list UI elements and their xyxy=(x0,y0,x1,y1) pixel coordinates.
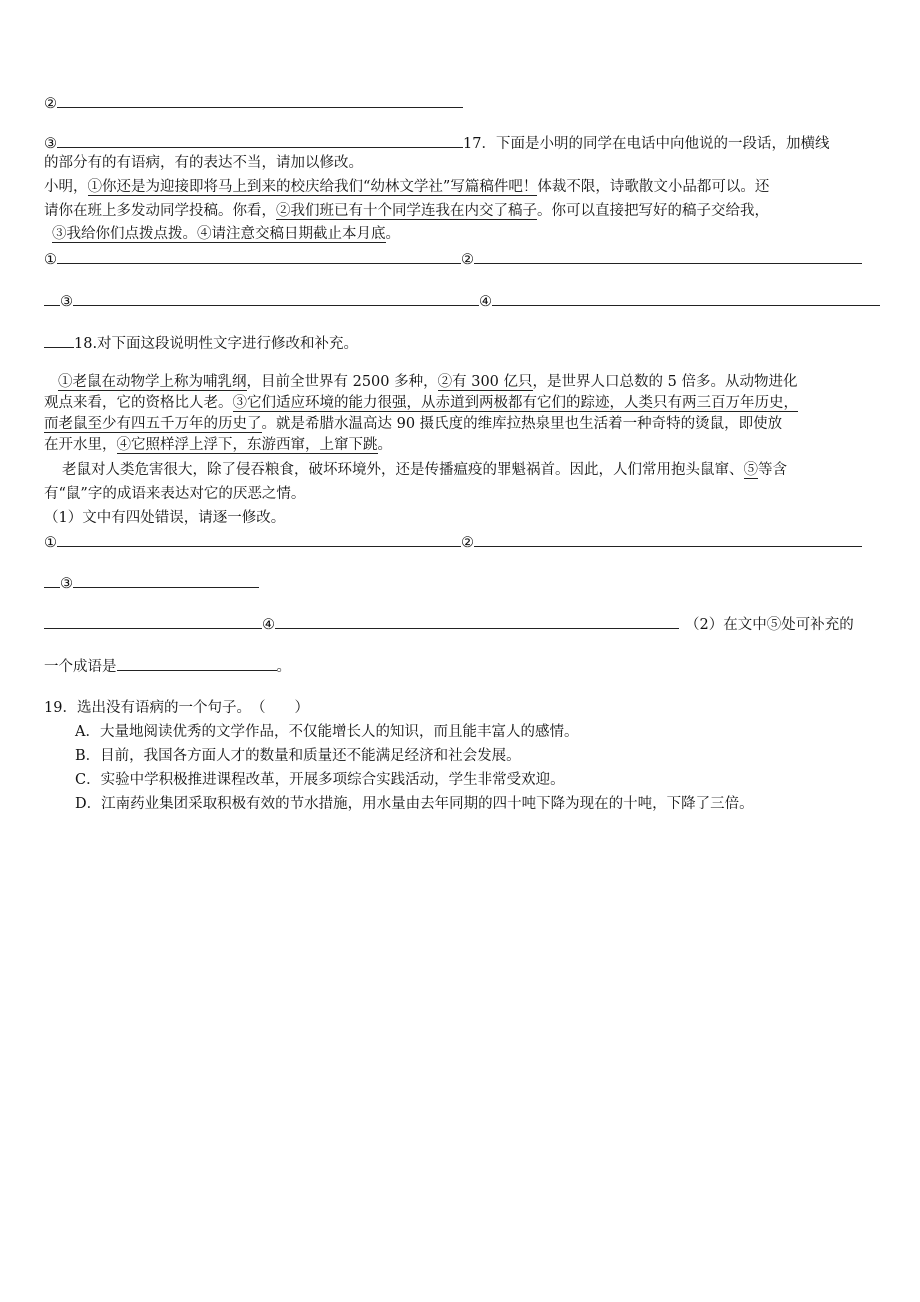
marker: ③ xyxy=(60,576,73,592)
answer-blank[interactable] xyxy=(73,290,479,306)
q18-sub2: （2）在文中⑤处可补充的 xyxy=(685,617,854,633)
text: 一个成语是 xyxy=(44,659,117,675)
underlined-sentence: ①你还是为迎接即将马上到来的校庆给我们“幼林文学社”写篇稿件吧！ xyxy=(87,179,538,195)
marker: ① xyxy=(44,535,57,551)
answer-blank[interactable] xyxy=(117,655,277,671)
underlined-sentence: ②我们班已有十个同学连我在内交了稿子 xyxy=(276,203,537,219)
text: 。就是希腊水温高达 90 摄氏度的维库拉热泉里也生活着一种奇特的烫鼠，即使放 xyxy=(261,416,783,432)
q18-answer-row xyxy=(44,531,862,553)
text: 体裁不限，诗歌散文小品都可以。还 xyxy=(537,179,770,195)
text: 请你在班上多发动同学投稿。你看， xyxy=(44,203,276,219)
marker: ④ xyxy=(262,617,275,633)
answer-blank[interactable] xyxy=(57,92,463,108)
answer-blank[interactable] xyxy=(44,290,60,306)
q18-passage-line xyxy=(62,460,787,480)
text: 。 xyxy=(377,437,392,453)
q18-sub2-line xyxy=(44,655,291,677)
q19-title: 19．选出没有语病的一个句子。 （ ） xyxy=(44,700,309,716)
text: 18.对下面这段说明性文字进行修改和补充。 xyxy=(74,336,359,352)
answer-blank[interactable] xyxy=(474,248,862,264)
q18-passage-line xyxy=(44,393,798,413)
q17-passage-line xyxy=(44,177,769,197)
blank-marker: ⑤ xyxy=(743,462,758,478)
answer-blank[interactable] xyxy=(492,290,880,306)
marker: ① xyxy=(44,252,57,268)
underlined-sentence: ①老鼠在动物学上称为哺乳纲 xyxy=(58,374,247,390)
text: 在开水里， xyxy=(44,437,117,453)
answer-blank[interactable] xyxy=(73,572,259,588)
underlined-sentence: ③我给你们点拨点拨。④请注意交稿日期截止本月底 xyxy=(52,226,386,242)
marker: ④ xyxy=(479,294,492,310)
text: 老鼠对人类危害很大，除了侵吞粮食，破坏环境外，还是传播瘟疫的罪魁祸首。因此，人们常用抱头鼠窜、 xyxy=(62,462,744,478)
answer-blank[interactable] xyxy=(57,531,461,547)
text: 观点来看，它的资格比人老。 xyxy=(44,395,233,411)
answer-blank[interactable] xyxy=(57,248,461,264)
marker: ② xyxy=(461,535,474,551)
marker: ② xyxy=(461,252,474,268)
q17-answer-row xyxy=(44,248,862,270)
answer-blank[interactable] xyxy=(44,572,60,588)
q18-passage-line xyxy=(44,435,392,455)
answer-blank[interactable] xyxy=(275,613,679,629)
q18-title xyxy=(44,332,358,354)
text: 。你可以直接把写好的稿子交给我， xyxy=(537,203,769,219)
q18-answer-row xyxy=(44,613,854,635)
q17-answer-row xyxy=(44,290,880,312)
q17-prompt-cont: 的部分有的有语病，有的表达不当，请加以修改。 xyxy=(44,155,363,171)
q19-option-c[interactable]: C．实验中学积极推进课程改革，开展多项综合实践活动，学生非常受欢迎。 xyxy=(75,772,565,788)
q19-option-b[interactable]: B．目前，我国各方面人才的数量和质量还不能满足经济和社会发展。 xyxy=(75,748,521,764)
q18-passage-line: 有“鼠”字的成语来表达对它的厌恶之情。 xyxy=(44,486,306,502)
answer-blank[interactable] xyxy=(44,613,262,629)
blank-line-2 xyxy=(44,92,463,114)
text: 等含 xyxy=(758,462,787,478)
text: 。 xyxy=(385,226,400,242)
q17-passage-line xyxy=(52,224,400,244)
marker: ③ xyxy=(44,136,57,152)
blank-line-3 xyxy=(44,132,829,154)
q17-prompt: 17．下面是小明的同学在电话中向他说的一段话，加横线 xyxy=(463,136,830,152)
text: 。 xyxy=(276,659,291,675)
text: 小明， xyxy=(44,179,88,195)
q17-passage-line xyxy=(44,201,769,221)
underlined-sentence: 而老鼠至少有四五千万年的历史了 xyxy=(44,416,262,432)
q19-option-a[interactable]: A．大量地阅读优秀的文学作品，不仅能增长人的知识，而且能丰富人的感情。 xyxy=(75,724,579,740)
q18-answer-row xyxy=(44,572,259,594)
text: ，是世界人口总数的 5 倍多。从动物进化 xyxy=(532,374,798,390)
answer-blank[interactable] xyxy=(57,132,463,148)
q18-sub1: （1）文中有四处错误，请逐一修改。 xyxy=(44,510,286,526)
score-blank[interactable] xyxy=(44,332,74,348)
answer-blank[interactable] xyxy=(474,531,862,547)
text: ，目前全世界有 2500 多种， xyxy=(246,374,438,390)
marker: ② xyxy=(44,96,57,112)
q18-passage-line xyxy=(44,414,782,434)
marker: ③ xyxy=(60,294,73,310)
underlined-sentence: ③它们适应环境的能力很强，从赤道到两极都有它们的踪迹，人类只有两三百万年历史， xyxy=(232,395,798,411)
underlined-sentence: ②有 300 亿只 xyxy=(437,374,533,390)
q18-passage-line xyxy=(58,372,797,392)
underlined-sentence: ④它照样浮上浮下，东游西窜，上窜下跳 xyxy=(116,437,378,453)
q19-option-d[interactable]: D．江南药业集团采取积极有效的节水措施，用水量由去年同期的四十吨下降为现在的十吨，下降了三倍。 xyxy=(75,796,754,812)
